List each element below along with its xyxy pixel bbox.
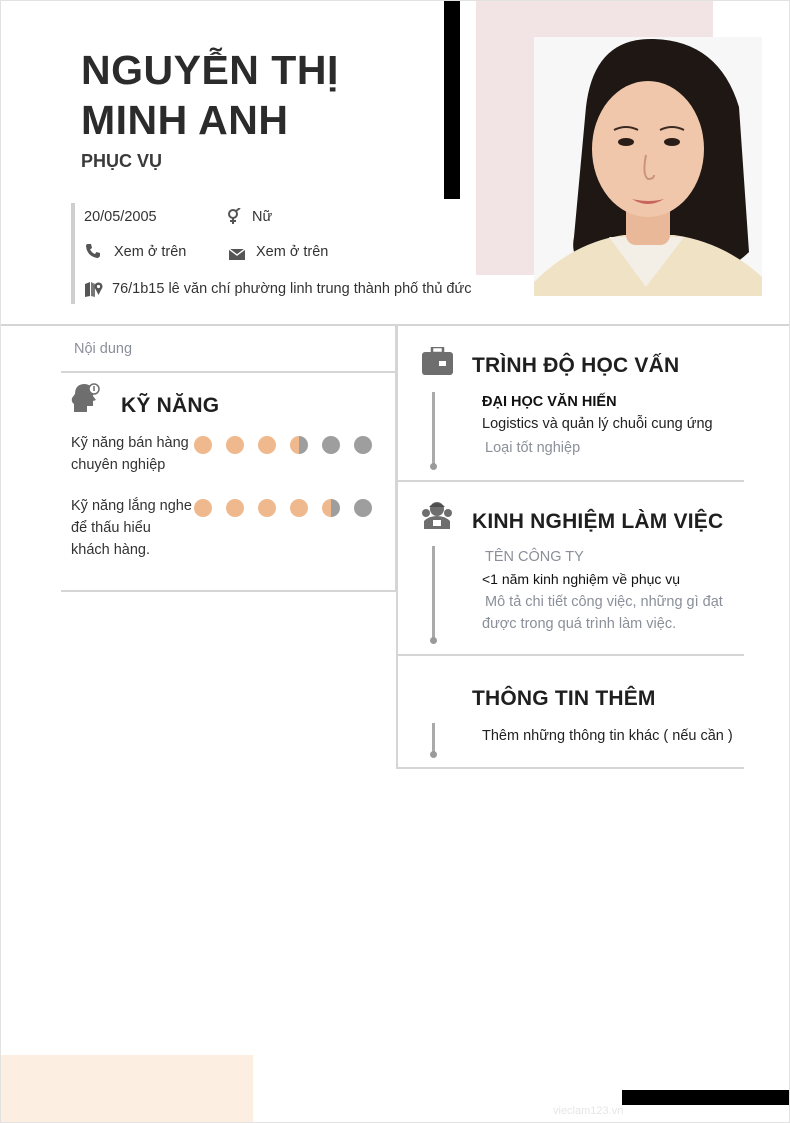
additional-timeline-dot — [430, 751, 437, 758]
column-divider-right — [396, 326, 398, 769]
education-timeline-dot — [430, 463, 437, 470]
rating-dot — [258, 436, 276, 454]
additional-divider — [397, 767, 744, 769]
experience-title: KINH NGHIỆM LÀM VIỆC — [472, 510, 724, 533]
name-line-2: MINH ANH — [81, 97, 289, 143]
footer-black-bar — [622, 1090, 790, 1105]
experience-duration: <1 năm kinh nghiệm về phục vụ — [482, 571, 681, 587]
job-position: PHỤC VỤ — [81, 151, 163, 171]
contact-accent-bar — [71, 203, 75, 304]
experience-timeline-dot — [430, 637, 437, 644]
grade: Loại tốt nghiệp — [485, 440, 581, 456]
skill-2-rating — [194, 499, 384, 517]
left-divider-top — [61, 371, 396, 373]
birthday: 20/05/2005 — [84, 209, 157, 225]
school-name: ĐẠI HỌC VĂN HIẾN — [482, 394, 617, 410]
worker-icon — [421, 501, 453, 534]
rating-dot — [226, 499, 244, 517]
full-name — [81, 45, 339, 145]
profile-photo — [534, 37, 762, 296]
additional-title: THÔNG TIN THÊM — [472, 687, 656, 710]
education-divider — [397, 480, 744, 482]
rating-dot — [290, 436, 308, 454]
major: Logistics và quản lý chuỗi cung ứng — [482, 416, 713, 432]
skills-title: KỸ NĂNG — [121, 394, 220, 417]
rating-dot — [226, 436, 244, 454]
rating-dot — [354, 436, 372, 454]
map-icon — [85, 281, 103, 302]
left-divider-bottom — [61, 590, 396, 592]
watermark: vieclam123.vn — [553, 1105, 624, 1117]
rating-dot — [194, 436, 212, 454]
company-name: TÊN CÔNG TY — [485, 549, 584, 565]
education-timeline — [432, 392, 435, 466]
experience-description: Mô tả chi tiết công việc, những gì đạt được trong quá trình làm việc. — [482, 594, 723, 632]
skill-1-name: Kỹ năng bán hàng chuyên nghiệp — [71, 435, 189, 473]
address: 76/1b15 lê văn chí phường linh trung thành phố thủ đức — [112, 281, 472, 297]
briefcase-icon — [422, 347, 453, 380]
black-vertical-bar — [444, 1, 460, 199]
rating-dot — [322, 436, 340, 454]
rating-dot — [290, 499, 308, 517]
education-title: TRÌNH ĐỘ HỌC VẤN — [472, 354, 680, 377]
gender: Nữ — [252, 209, 273, 225]
content-placeholder: Nội dung — [74, 341, 133, 357]
email: Xem ở trên — [256, 244, 329, 260]
additional-timeline — [432, 723, 435, 753]
skill-1-rating — [194, 436, 384, 454]
experience-timeline — [432, 546, 435, 640]
name-line-1: NGUYỄN THỊ — [81, 47, 339, 93]
gender-icon — [227, 208, 241, 230]
experience-divider — [397, 654, 744, 656]
rating-dot — [354, 499, 372, 517]
phone: Xem ở trên — [114, 244, 187, 260]
pink-frame-top — [476, 1, 713, 37]
email-icon — [229, 247, 245, 265]
rating-dot — [194, 499, 212, 517]
head-idea-icon — [71, 382, 101, 417]
rating-dot — [258, 499, 276, 517]
footer-peach-block — [1, 1055, 253, 1123]
rating-dot — [322, 499, 340, 517]
skill-2-name: Kỹ năng lắng nghe để thấu hiểu khách hàng. — [71, 498, 192, 558]
phone-icon — [85, 243, 101, 264]
additional-text: Thêm những thông tin khác ( nếu cần ) — [482, 728, 733, 744]
pink-frame-left — [476, 1, 534, 275]
